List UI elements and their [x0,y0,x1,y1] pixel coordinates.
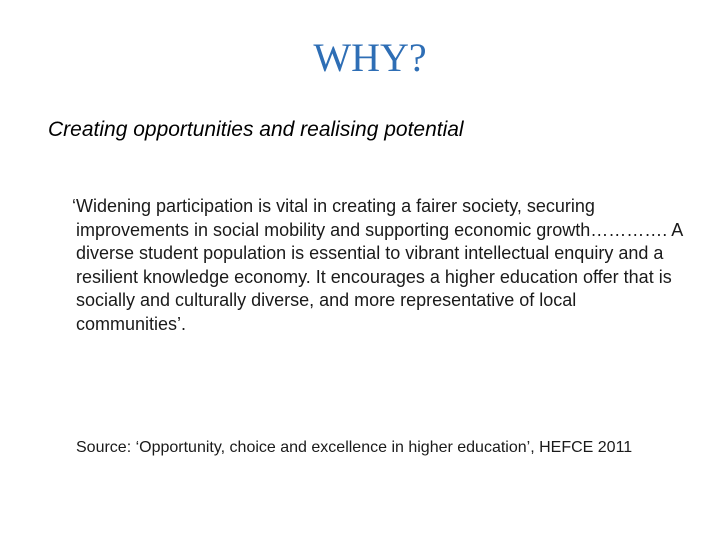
slide-title: WHY? [313,35,427,80]
quote-text: ‘Widening participation is vital in creating a fairer society, securing improvements in social mobility and supporting economic growth…………. A diverse student population is essential to vibrant intellectual enquiry and a resilient knowledge economy. It encourages a higher education offer that is socially and culturally diverse, and more representative of local communities’. [72,196,683,334]
source-citation: Source: ‘Opportunity, choice and excellence in higher education’, HEFCE 2011 [76,439,633,456]
slide-subtitle: Creating opportunities and realising potential [48,118,464,141]
